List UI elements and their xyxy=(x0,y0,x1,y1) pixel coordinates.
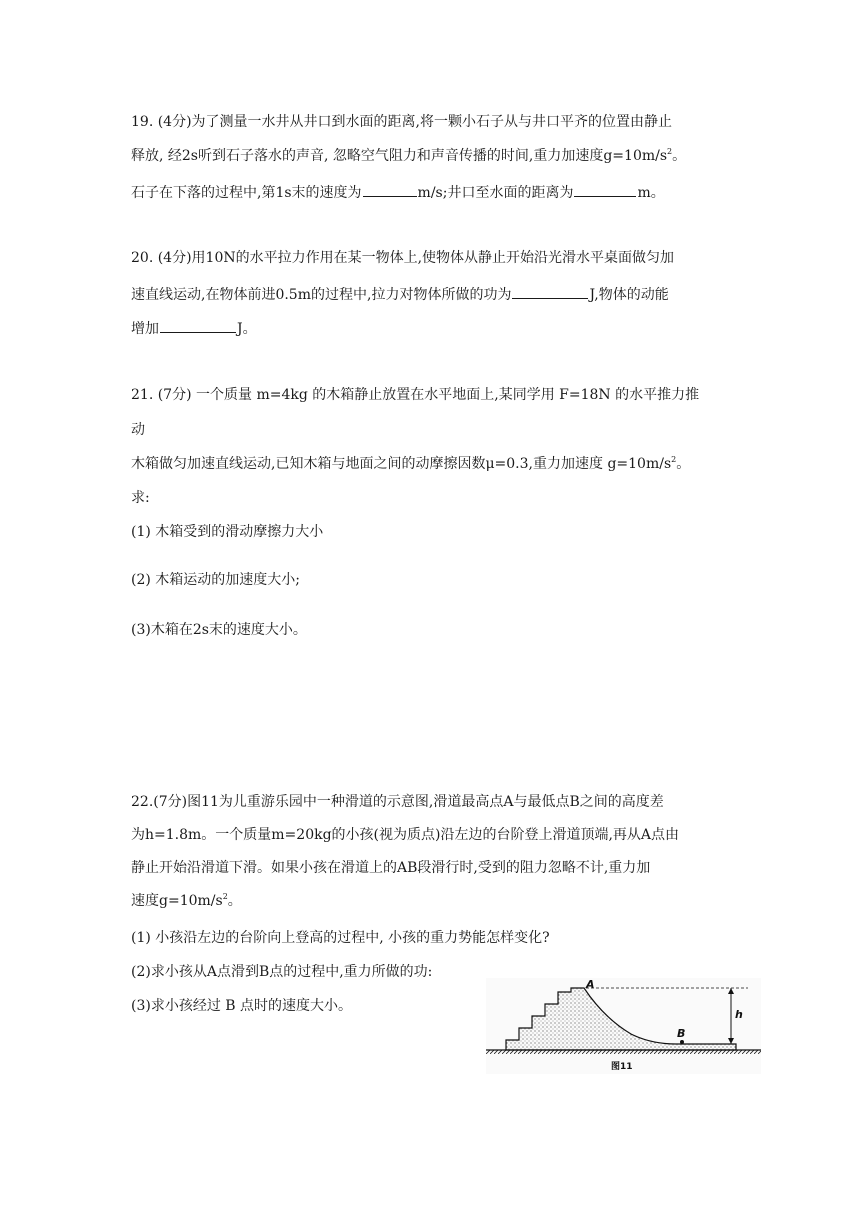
q21-line-3-text: 木箱做匀加速直线运动,已知木箱与地面之间的动摩擦因数μ=0.3,重力加速度 g=10m/s xyxy=(131,456,672,472)
q20-line-2-a: 速直线运动,在物体前进0.5m的过程中,拉力对物体所做的功为 xyxy=(131,287,512,303)
q20-line-1: 20. (4分)用10N的水平拉力作用在某一物体上,使物体从静止开始沿光滑水平桌面做匀加 xyxy=(131,250,675,266)
q22-item-1: (1) 小孩沿左边的台阶向上登高的过程中, 小孩的重力势能怎样变化? xyxy=(131,930,550,946)
answer-blank[interactable] xyxy=(512,284,588,299)
q19-line-3 xyxy=(131,182,665,203)
q21-item-1: (1) 木箱受到的滑动摩擦力大小 xyxy=(131,524,324,540)
q21-line-3-end: 。 xyxy=(676,456,691,472)
figure-caption: 图11 xyxy=(611,1062,633,1072)
figure-background xyxy=(486,978,761,1074)
q22-line-4-sup: 2 xyxy=(222,892,228,901)
q21-line-1: 21. (7分) 一个质量 m=4kg 的木箱静止放置在水平地面上,某同学用 F=18N 的水平推力推 xyxy=(131,387,700,403)
q19-line-2-text: 释放, 经2s听到石子落水的声音, 忽略空气阻力和声音传播的时间,重力加速度g=10m/s xyxy=(131,148,668,164)
answer-blank[interactable] xyxy=(574,182,636,197)
q21-line-4: 求: xyxy=(131,490,150,506)
q19-line-3-c: m。 xyxy=(637,185,665,201)
q19-line-2-end: 。 xyxy=(672,148,687,164)
label-a: A xyxy=(586,978,595,991)
q22-line-4 xyxy=(131,891,242,911)
q20-line-2-b: J,物体的动能 xyxy=(589,287,669,303)
label-h: h xyxy=(735,1008,743,1021)
q21-item-2: (2) 木箱运动的加速度大小; xyxy=(131,572,300,588)
q21-line-2: 动 xyxy=(131,422,145,438)
q19-line-1: 19. (4分)为了测量一水井从井口到水面的距离,将一颗小石子从与井口平齐的位置由静止 xyxy=(131,114,672,130)
q22-line-2: 为h=1.8m。一个质量m=20kg的小孩(视为质点)沿左边的台阶登上滑道顶端,再从A点由 xyxy=(131,827,680,843)
q19-line-3-b: m/s;井口至水面的距离为 xyxy=(417,185,574,201)
q21-line-3-sup: 2 xyxy=(671,455,677,464)
q22-item-3: (3)求小孩经过 B 点时的速度大小。 xyxy=(131,998,353,1014)
q22-line-4-end: 。 xyxy=(227,893,242,909)
q22-line-1: 22.(7分)图11为儿重游乐园中一种滑道的示意图,滑道最高点A与最低点B之间的高度差 xyxy=(131,794,664,810)
q22-line-3: 静止开始沿滑道下滑。如果小孩在滑道上的AB段滑行时,受到的阻力忽略不计,重力加 xyxy=(131,860,651,876)
answer-blank[interactable] xyxy=(160,318,236,333)
q20-line-2 xyxy=(131,284,669,305)
q22-item-2: (2)求小孩从A点滑到B点的过程中,重力所做的功: xyxy=(131,964,433,980)
point-b-marker xyxy=(680,1040,684,1044)
slide-diagram-figure xyxy=(486,978,761,1074)
q21-item-3: (3)木箱在2s末的速度大小。 xyxy=(131,622,307,638)
q20-line-3-b: J。 xyxy=(237,321,257,337)
answer-blank[interactable] xyxy=(363,182,417,197)
q19-line-3-a: 石子在下落的过程中,第1s末的速度为 xyxy=(131,185,362,201)
q19-line-2 xyxy=(131,146,686,166)
q21-line-3 xyxy=(131,454,690,474)
q20-line-3-a: 增加 xyxy=(131,321,159,337)
q22-line-4-text: 速度g=10m/s xyxy=(131,893,223,909)
label-b: B xyxy=(677,1027,686,1040)
q20-line-3 xyxy=(131,318,257,339)
q19-line-2-sup: 2 xyxy=(667,147,673,156)
